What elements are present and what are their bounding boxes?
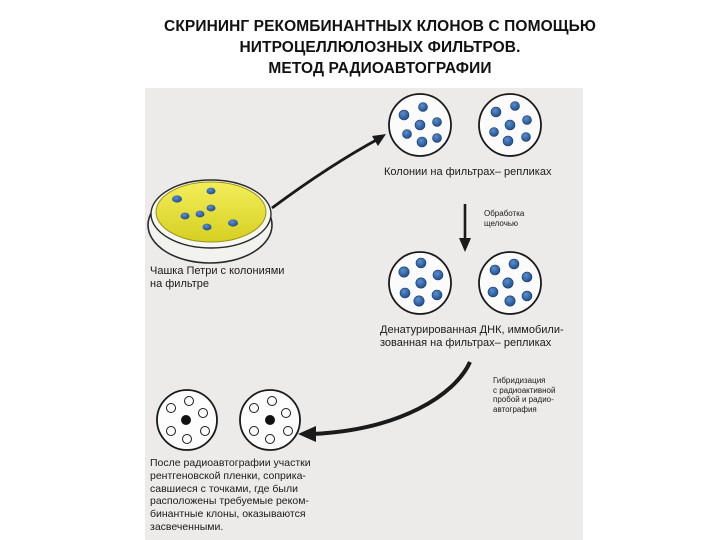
colony (522, 291, 532, 301)
arrow-head (459, 238, 471, 252)
colony (399, 110, 409, 120)
denatured-filters (389, 252, 541, 314)
exposed-spot (265, 415, 275, 425)
colony (490, 265, 500, 275)
arrow-head (298, 426, 316, 442)
colony (491, 107, 501, 117)
colony (432, 290, 442, 300)
colony (403, 130, 412, 139)
replica-filter-2 (479, 94, 541, 156)
colony (203, 224, 212, 231)
colony (490, 128, 499, 137)
colony (416, 278, 426, 288)
denatured-filter-1 (389, 252, 451, 314)
colony (400, 288, 410, 298)
label-alkali-treatment: Обработка щелочью (484, 209, 525, 228)
colony (172, 195, 182, 202)
title-line-3: МЕТОД РАДИОАВТОГРАФИИ (268, 60, 492, 77)
colony (207, 188, 216, 195)
exposed-spot (181, 415, 191, 425)
colony (417, 137, 427, 147)
colony (503, 136, 513, 146)
colony (503, 278, 513, 288)
colony (505, 120, 515, 130)
colony (416, 258, 426, 268)
colony (415, 120, 425, 130)
colony (228, 219, 238, 226)
colony (207, 205, 216, 212)
title-line-1: СКРИНИНГ РЕКОМБИНАНТНЫХ КЛОНОВ С ПОМОЩЬЮ (164, 18, 596, 35)
label-replicas: Колонии на фильтрах– репликах (384, 166, 552, 178)
colony (505, 296, 515, 306)
colony (522, 133, 531, 142)
colony (433, 118, 442, 127)
colony (488, 287, 498, 297)
denatured-filter-2 (479, 252, 541, 314)
colony (433, 270, 443, 280)
colony (522, 272, 532, 282)
arrow-to-replicas (272, 138, 380, 208)
colony (181, 213, 190, 220)
autoradiograph-films (157, 390, 300, 450)
colony (414, 296, 424, 306)
label-result: После радиоавтографии участки рентгеновской пленки, соприка- савшиеся с точками, где были расположены требуемые реком- бинантные клоны, оказываются засвеченными. (150, 457, 311, 533)
petri-dish (148, 180, 272, 263)
arrow-hybridization (312, 362, 470, 434)
autoradiograph-1 (157, 390, 217, 450)
label-petri-dish: Чашка Петри с колониями на фильтре (150, 265, 285, 290)
replica-filter-1 (389, 94, 451, 156)
colony (433, 134, 442, 143)
colony (196, 211, 205, 218)
title-line-2: НИТРОЦЕЛЛЮЛОЗНЫХ ФИЛЬТРОВ. (239, 39, 521, 56)
colony (511, 102, 520, 111)
replica-filters (389, 94, 541, 156)
label-denatured-dna: Денатурированная ДНК, иммобили- зованная на фильтрах– репликах (380, 324, 564, 349)
autoradiograph-2 (240, 390, 300, 450)
colony (523, 116, 532, 125)
colony (419, 103, 428, 112)
colony (509, 259, 519, 269)
colony (399, 267, 409, 277)
label-hybridization: Гибридизация с радиоактивной пробой и радио- автография (493, 376, 556, 414)
